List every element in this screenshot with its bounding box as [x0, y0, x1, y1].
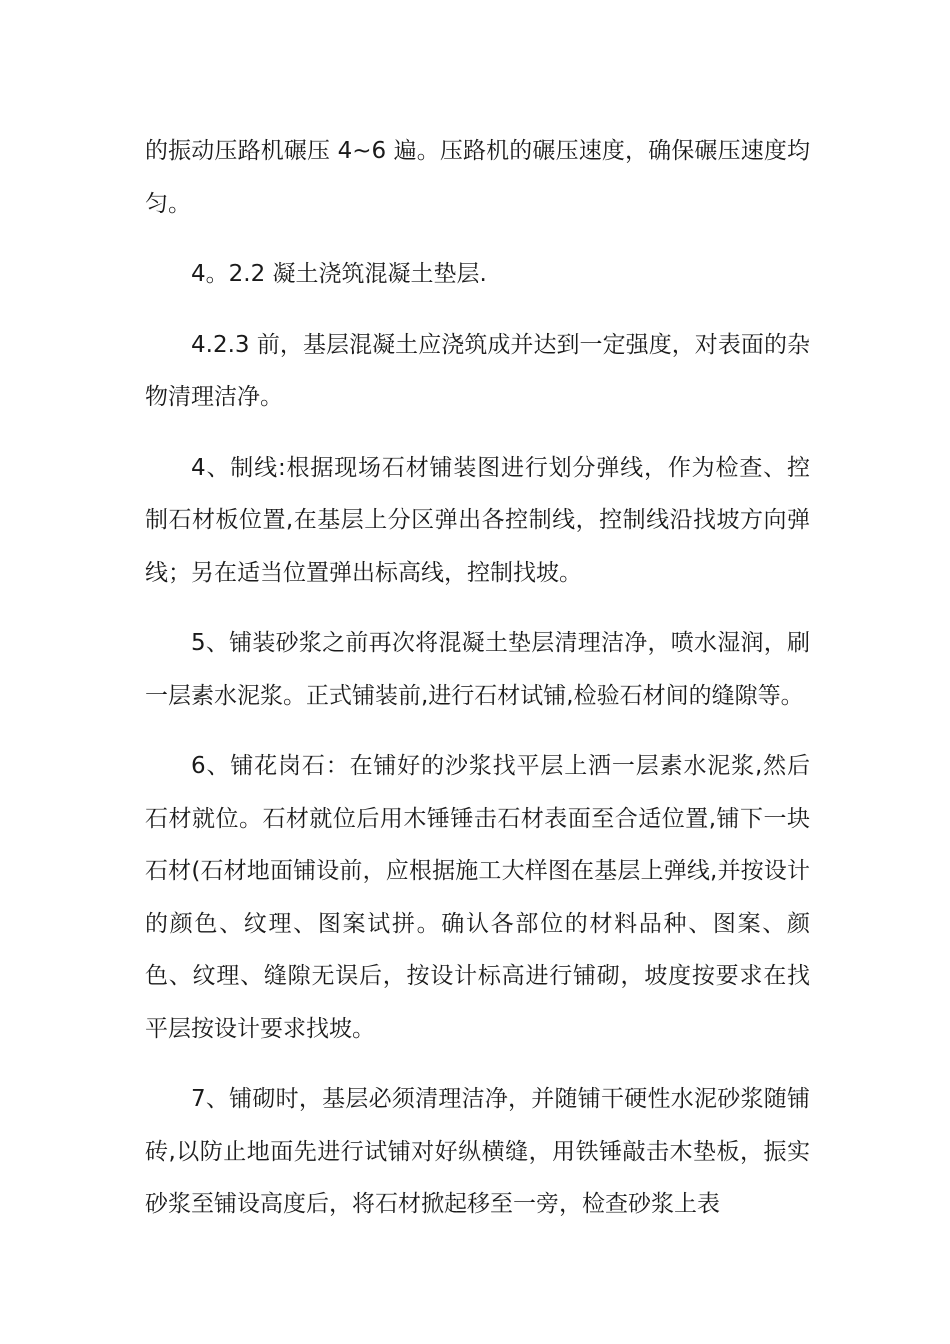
paragraph-step-4: 4、制线:根据现场石材铺装图进行划分弹线，作为检查、控制石材板位置,在基层上分区弹出各控制线，控制线沿找坡方向弹线；另在适当位置弹出标高线，控制找坡。	[145, 454, 810, 586]
paragraph-step-5: 5、铺装砂浆之前再次将混凝土垫层清理洁净，喷水湿润，刷一层素水泥浆。正式铺装前,进行石材试铺,检验石材间的缝隙等。	[145, 630, 810, 709]
paragraph-step-7: 7、铺砌时，基层必须清理洁净，并随铺干硬性水泥砂浆随铺砖,以防止地面先进行试铺对好纵横缝，用铁锤敲击木垫板，振实砂浆至铺设高度后，将石材掀起移至一旁，检查砂浆上表	[145, 1086, 810, 1217]
paragraph-section-4-2-2: 4。2.2 凝土浇筑混凝土垫层.	[191, 261, 487, 287]
document-body	[145, 125, 810, 1249]
paragraph-continuation: 的振动压路机碾压 4~6 遍。压路机的碾压速度，确保碾压速度均匀。	[145, 138, 810, 217]
paragraph-section-4-2-3: 4.2.3 前，基层混凝土应浇筑成并达到一定强度，对表面的杂物清理洁净。	[145, 331, 810, 410]
paragraph-step-6: 6、铺花岗石：在铺好的沙浆找平层上洒一层素水泥浆,然后石材就位。石材就位后用木锤锤击石材表面至合适位置,铺下一块石材(石材地面铺设前，应根据施工大样图在基层上弹线,并按设计的颜色、纹理、图案试拼。确认各部位的材料品种、图案、颜色、纹理、缝隙无误后，按设计标高进行铺砌，坡度按要求在找平层按设计要求找坡。	[145, 753, 810, 1042]
